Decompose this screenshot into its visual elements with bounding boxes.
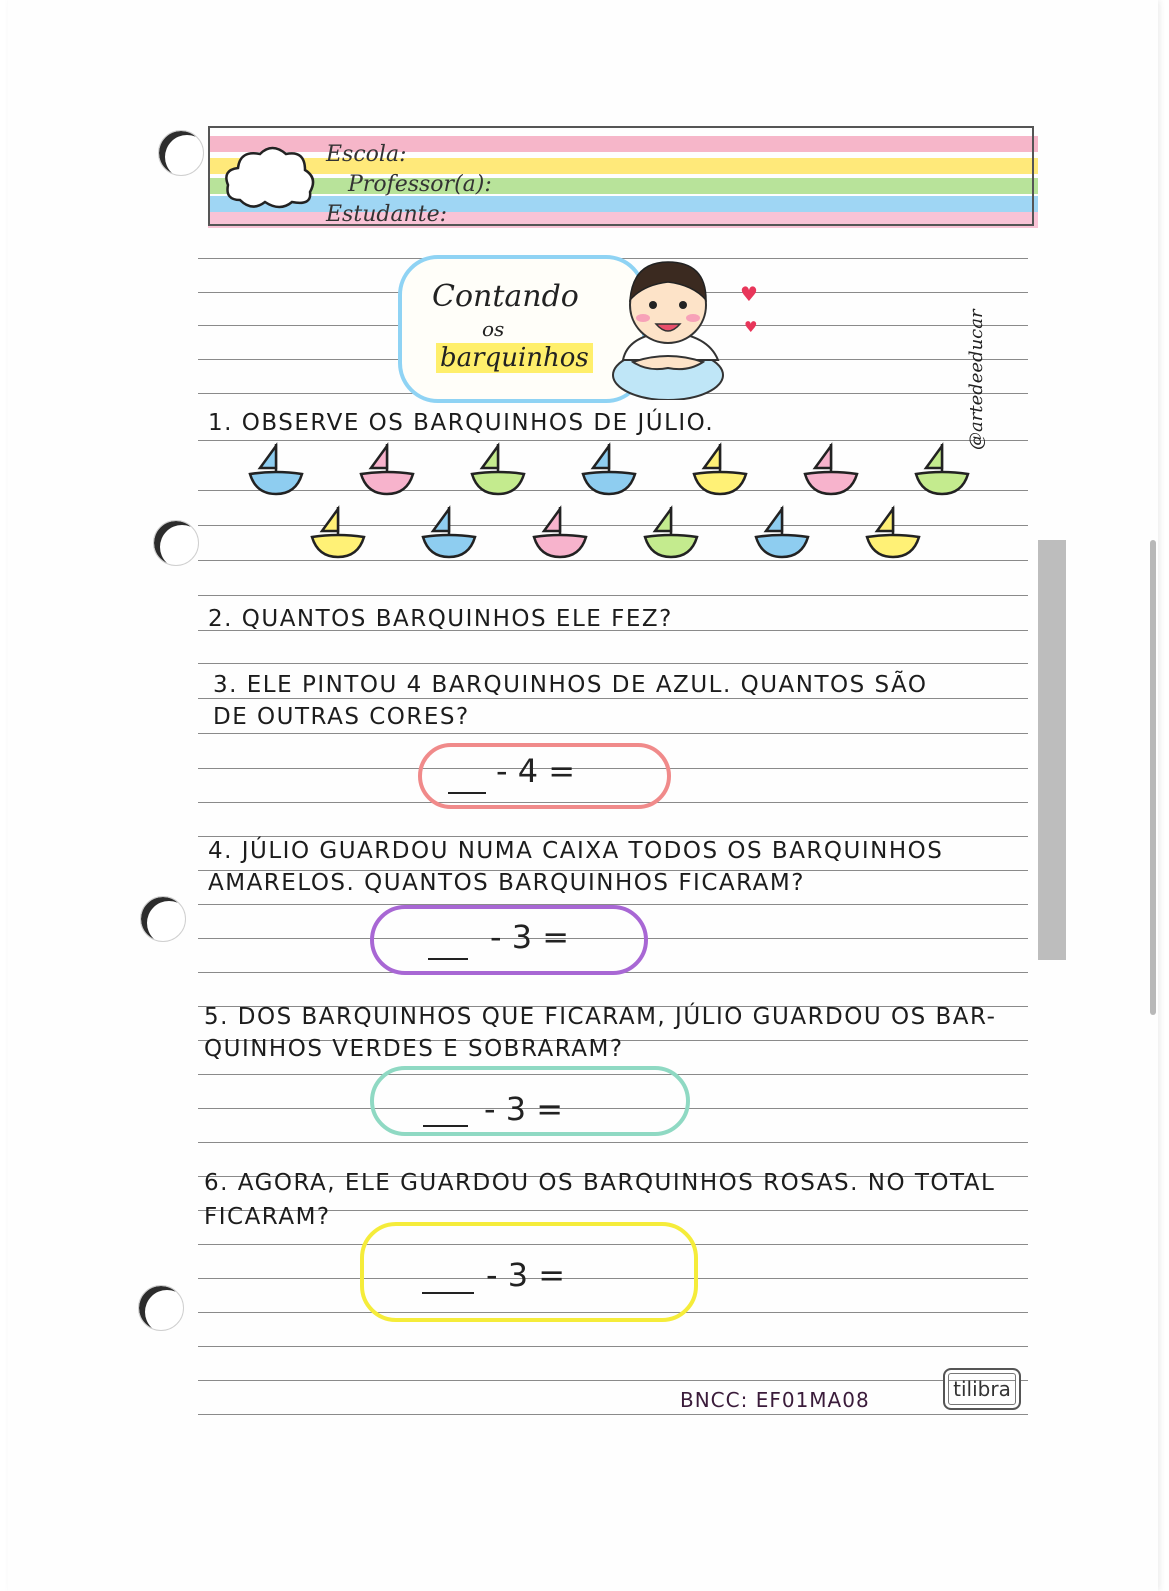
equation-q6: - 3 = [486, 1256, 566, 1294]
equation-q3: - 4 = [496, 752, 576, 790]
cloud-icon [220, 140, 320, 215]
boat-icon-blue [752, 503, 812, 565]
teacher-label: Professor(a): [348, 172, 492, 197]
question-6-line-2: FICARAM? [204, 1204, 331, 1230]
question-5-line-2: QUINHOS VERDES E SOBRARAM? [204, 1036, 624, 1062]
boat-icon-yellow [308, 503, 368, 565]
boat-icon-blue [579, 440, 639, 502]
answer-blank-q3[interactable] [448, 792, 486, 794]
equation-q5: - 3 = [484, 1090, 564, 1128]
answer-blank-q6[interactable] [422, 1292, 474, 1294]
boat-icon-pink [357, 440, 417, 502]
question-2: 2. QUANTOS BARQUINHOS ELE FEZ? [208, 606, 673, 632]
boat-icon-green [468, 440, 528, 502]
question-4-line-1: 4. JÚLIO GUARDOU NUMA CAIXA TODOS OS BARQUINHOS [208, 838, 944, 864]
boat-icon-blue [246, 440, 306, 502]
notebook-page [8, 0, 1158, 1591]
boat-icon-yellow [690, 440, 750, 502]
binder-hole [138, 1285, 184, 1331]
brand-logo: tilibra [943, 1368, 1021, 1410]
question-1: 1. OBSERVE OS BARQUINHOS DE JÚLIO. [208, 410, 715, 436]
heart-icon: ♥ [740, 282, 758, 306]
boat-icon-yellow [863, 503, 923, 565]
question-5-line-1: 5. DOS BARQUINHOS QUE FICARAM, JÚLIO GUARDOU OS BAR- [204, 1004, 997, 1030]
page-edge-tab [1038, 540, 1066, 960]
heart-icon: ♥ [744, 318, 758, 336]
answer-blank-q4[interactable] [428, 958, 468, 960]
question-4-line-2: AMARELOS. QUANTOS BARQUINHOS FICARAM? [208, 870, 805, 896]
scrollbar[interactable] [1150, 540, 1156, 1015]
bncc-code: BNCC: EF01MA08 [680, 1388, 870, 1412]
equation-q4: - 3 = [490, 918, 570, 956]
title-line-2: os [482, 317, 505, 341]
title-line-3: barquinhos [436, 343, 593, 373]
answer-blank-q5[interactable] [423, 1125, 468, 1127]
boat-icon-green [641, 503, 701, 565]
student-info-header [208, 126, 1038, 226]
question-3-line-1: 3. ELE PINTOU 4 BARQUINHOS DE AZUL. QUANTOS SÃO [213, 672, 928, 698]
binder-hole [140, 896, 186, 942]
author-credit: @artedeeducar [966, 309, 987, 450]
question-3-line-2: DE OUTRAS CORES? [213, 704, 470, 730]
binder-hole [158, 130, 204, 176]
student-label: Estudante: [326, 202, 447, 227]
title-line-1: Contando [432, 279, 579, 314]
question-6-line-1: 6. AGORA, ELE GUARDOU OS BARQUINHOS ROSAS. NO TOTAL [204, 1170, 996, 1196]
school-label: Escola: [326, 142, 407, 167]
binder-hole [153, 520, 199, 566]
boat-icon-blue [419, 503, 479, 565]
boat-icon-pink [801, 440, 861, 502]
boat-icon-pink [530, 503, 590, 565]
boat-icon-green [912, 440, 972, 502]
boy-illustration [608, 250, 758, 400]
